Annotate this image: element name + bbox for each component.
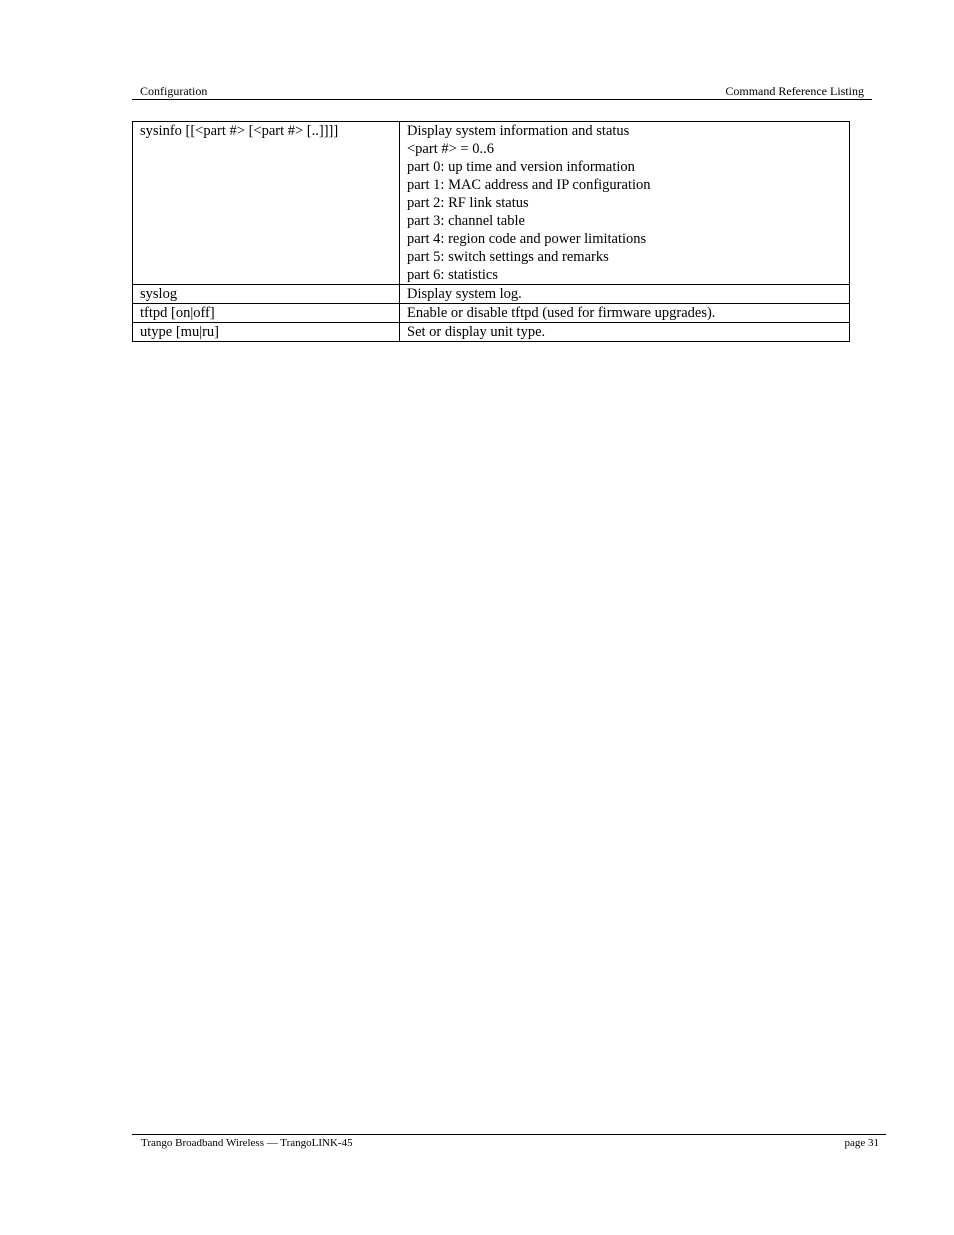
description-line: part 5: switch settings and remarks [407,249,609,265]
description-cell [400,285,850,304]
command-cell: utype [mu|ru] [133,323,400,342]
command-cell: tftpd [on|off] [133,304,400,323]
description-line: Display system log. [407,286,522,302]
description-line: part 2: RF link status [407,195,529,211]
page-header [132,84,872,100]
header-section: Configuration [140,84,208,98]
description-line: part 4: region code and power limitations [407,231,647,247]
page-footer [132,1134,886,1149]
description-cell [400,304,850,323]
table-row [133,285,850,304]
description-line: <part #> = 0..6 [407,141,494,157]
table-row [133,304,850,323]
description-line: part 1: MAC address and IP configuration [407,177,651,193]
command-cell: sysinfo [[<part #> [<part #> [..]]]] [133,122,400,285]
header-title: Command Reference Listing [725,84,864,98]
command-cell: syslog [133,285,400,304]
description-line: Enable or disable tftpd (used for firmware upgrades). [407,305,716,321]
description-line: part 0: up time and version information [407,159,635,175]
table-row [133,122,850,285]
description-line: part 3: channel table [407,213,525,229]
page-number: page 31 [844,1137,879,1149]
description-line: Display system information and status [407,123,630,139]
description-cell [400,122,850,285]
description-line: Set or display unit type. [407,324,546,340]
table-row [133,323,850,342]
footer-product: Trango Broadband Wireless — TrangoLINK-45 [141,1137,353,1149]
description-cell [400,323,850,342]
command-reference-table [132,121,850,342]
description-line: part 6: statistics [407,267,499,283]
